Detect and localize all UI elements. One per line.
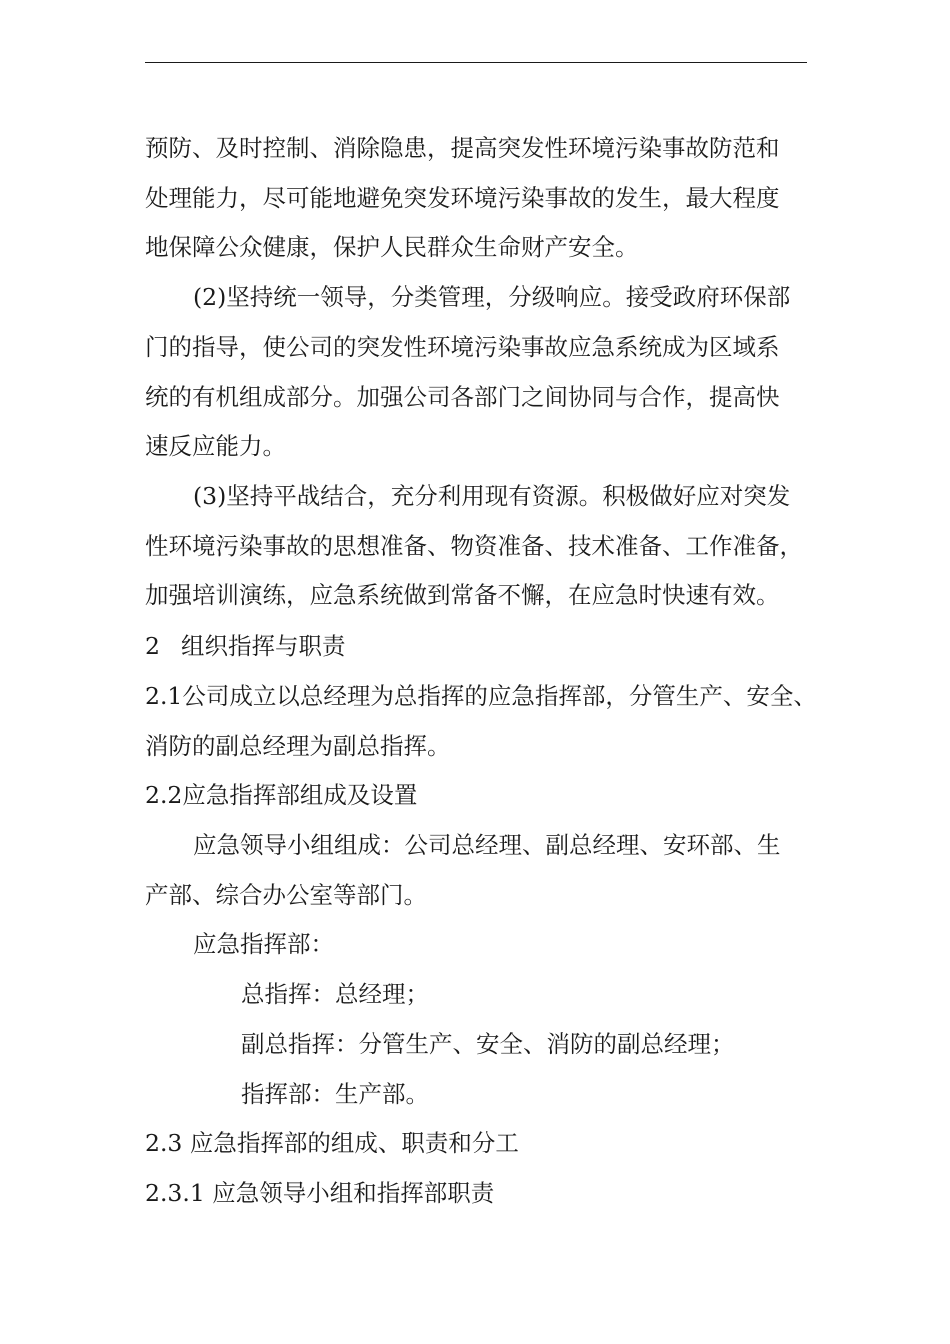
body-line: 应急领导小组组成：公司总经理、副总经理、安环部、生	[193, 831, 781, 859]
body-line: 统的有机组成部分。加强公司各部门之间协同与合作，提高快	[145, 383, 780, 411]
list-item: 副总指挥：分管生产、安全、消防的副总经理；	[241, 1030, 735, 1058]
body-line: 性环境污染事故的思想准备、物资准备、技术准备、工作准备，	[145, 532, 803, 560]
subsection-heading: 2.3 应急指挥部的组成、职责和分工	[145, 1129, 519, 1157]
body-line: 应急指挥部：	[193, 930, 334, 958]
body-line: (3)坚持平战结合，充分利用现有资源。积极做好应对突发	[193, 482, 791, 510]
list-item: 总指挥：总经理；	[241, 980, 429, 1008]
list-item: 指挥部：生产部。	[241, 1080, 429, 1108]
section-number: 2	[145, 632, 160, 660]
header-rule	[145, 62, 807, 63]
body-line: 门的指导，使公司的突发性环境污染事故应急系统成为区域系	[145, 333, 780, 361]
body-line: 加强培训演练，应急系统做到常备不懈，在应急时快速有效。	[145, 581, 780, 609]
section-heading-2	[145, 631, 346, 661]
body-line: 地保障公众健康，保护人民群众生命财产安全。	[145, 233, 639, 261]
subsection-heading: 2.2应急指挥部组成及设置	[145, 781, 418, 809]
body-line: 消防的副总经理为副总指挥。	[145, 732, 451, 760]
body-line: (2)坚持统一领导，分类管理，分级响应。接受政府环保部	[193, 283, 791, 311]
section-title: 组织指挥与职责	[181, 632, 346, 660]
body-line: 速反应能力。	[145, 432, 286, 460]
body-line: 2.1公司成立以总经理为总指挥的应急指挥部，分管生产、安全、	[145, 682, 817, 710]
body-line: 处理能力，尽可能地避免突发环境污染事故的发生，最大程度	[145, 184, 780, 212]
body-line: 产部、综合办公室等部门。	[145, 881, 427, 909]
subsection-heading: 2.3.1 应急领导小组和指挥部职责	[145, 1179, 495, 1207]
body-line: 预防、及时控制、消除隐患，提高突发性环境污染事故防范和	[145, 134, 780, 162]
